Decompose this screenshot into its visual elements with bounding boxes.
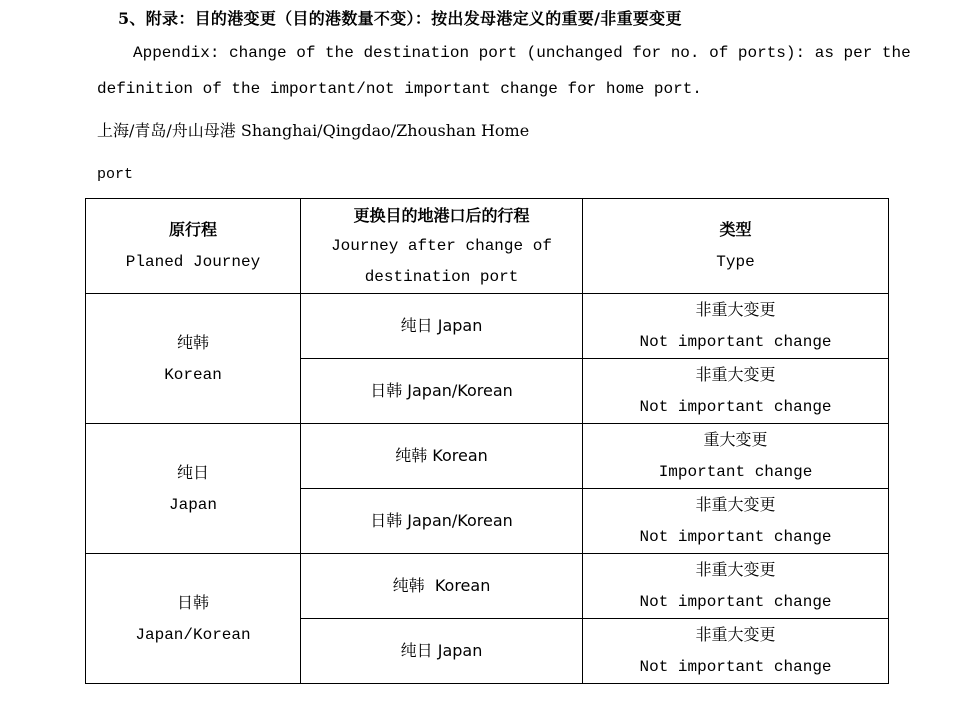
home-port-text-line2: port: [97, 166, 134, 183]
header-journey-after-en-2: destination port: [364, 267, 519, 286]
table-row: [86, 424, 889, 489]
type-zh: 重大变更: [703, 430, 768, 449]
appendix-text-line1: Appendix: change of the destination port (unchanged for no. of ports): as per the: [133, 44, 911, 62]
home-port-text-line1: 上海/青岛/舟山母港 Shanghai/Qingdao/Zhoushan Home: [97, 121, 530, 140]
after-change-cell: 日韩 Japan/Korean: [301, 489, 583, 554]
planned-journey-cell: [86, 294, 301, 424]
type-zh: 非重大变更: [695, 495, 776, 514]
type-cell: [583, 489, 889, 554]
type-zh: 非重大变更: [695, 560, 776, 579]
header-planned-journey: [86, 199, 301, 294]
header-journey-after-en-1: Journey after change of: [331, 236, 552, 255]
type-zh: 非重大变更: [695, 365, 776, 384]
planned-en: Korean: [164, 365, 222, 384]
type-en: Not important change: [639, 398, 832, 416]
table-row: [86, 294, 889, 359]
appendix-text-line2: definition of the important/not important change for home port.: [97, 80, 702, 98]
table-row: [86, 554, 889, 619]
header-type: [583, 199, 889, 294]
planned-zh: 纯日: [176, 462, 209, 482]
planned-journey-cell: [86, 554, 301, 684]
header-planned-journey-en: Planed Journey: [125, 253, 261, 271]
after-change-cell: 纯日 Japan: [301, 619, 583, 684]
planned-zh: 纯韩: [176, 332, 209, 352]
planned-journey-cell: [86, 424, 301, 554]
journey-change-table: [85, 198, 889, 684]
type-cell: [583, 359, 889, 424]
after-change-cell: 纯日 Japan: [301, 294, 583, 359]
type-en: Not important change: [639, 658, 832, 676]
type-en: Not important change: [639, 528, 832, 546]
header-planned-journey-zh: 原行程: [168, 220, 217, 239]
after-change-cell: 日韩 Japan/Korean: [301, 359, 583, 424]
after-change-cell: 纯韩 Korean: [301, 424, 583, 489]
type-zh: 非重大变更: [695, 300, 776, 319]
type-en: Not important change: [639, 333, 832, 351]
type-zh: 非重大变更: [695, 625, 776, 644]
type-cell: [583, 294, 889, 359]
header-journey-after-change: [301, 199, 583, 294]
header-type-en: Type: [716, 253, 755, 271]
header-type-zh: 类型: [719, 220, 752, 239]
type-cell: [583, 554, 889, 619]
type-cell: [583, 424, 889, 489]
type-cell: [583, 619, 889, 684]
after-change-cell: 纯韩 Korean: [301, 554, 583, 619]
section-heading: 5、附录：目的港变更（目的港数量不变）：按出发母港定义的重要/非重要变更: [118, 9, 682, 28]
planned-en: Japan/Korean: [135, 625, 251, 644]
planned-zh: 日韩: [176, 592, 209, 612]
header-journey-after-zh: 更换目的地港口后的行程: [353, 205, 530, 225]
planned-en: Japan: [168, 495, 217, 514]
table-header-row: [86, 199, 889, 294]
type-en: Not important change: [639, 593, 832, 611]
type-en: Important change: [658, 463, 813, 481]
